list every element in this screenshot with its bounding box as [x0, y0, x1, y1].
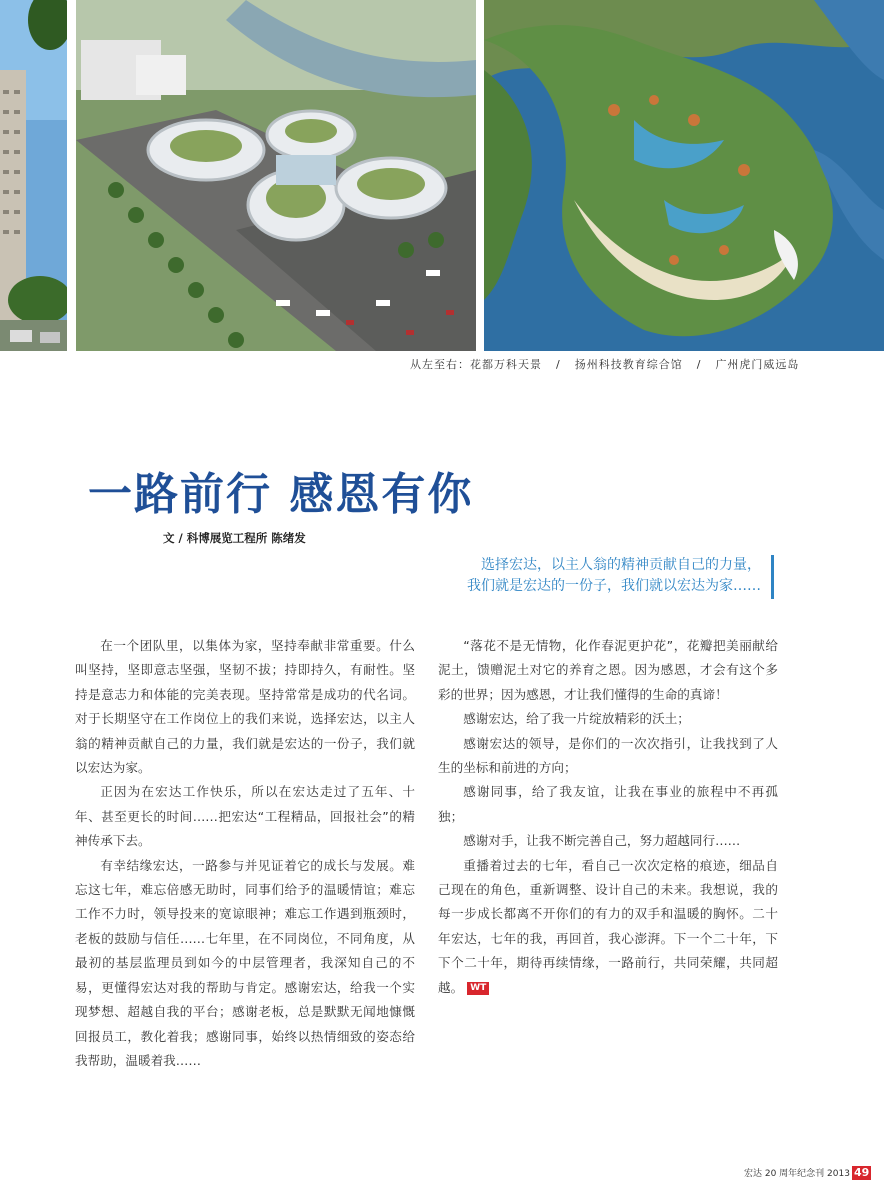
- caption-item-2: 扬州科技教育综合馆: [574, 358, 683, 371]
- paragraph: 正因为在宏达工作快乐，所以在宏达走过了五年、十年、甚至更长的时间……把宏达“工程精品，回报社会”的精神传承下去。: [75, 784, 415, 849]
- pull-quote-accent-bar: [771, 555, 774, 599]
- paragraph: 感谢宏达，给了我一片绽放精彩的沃土；: [463, 711, 690, 727]
- end-mark: WT: [467, 982, 489, 995]
- paragraph: 感谢宏达的领导，是你们的一次次指引，让我找到了人生的坐标和前进的方向；: [438, 735, 778, 776]
- pull-quote-line-1: 选择宏达，以主人翁的精神贡献自己的力量，: [481, 557, 761, 573]
- pull-quote: [467, 555, 761, 597]
- photo-science-museum-aerial: [76, 0, 476, 351]
- photo-island-masterplan: [484, 0, 884, 351]
- page-number: 49: [853, 1166, 870, 1179]
- paragraph: “落花不是无情物，化作春泥更护花”，花瓣把美丽献给泥土，馈赠泥土对它的养育之恩。因为感恩，才会有这个多彩的世界；因为感恩，才让我们懂得的生命的真谛！: [438, 638, 778, 702]
- body-column-left: [75, 634, 415, 1073]
- paragraph: 有幸结缘宏达，一路参与并见证着它的成长与发展。难忘这七年，难忘倍感无助时，同事们给予的温暖情谊；难忘工作不力时，领导投来的宽谅眼神；难忘工作遇到瓶颈时，老板的鼓励与信任……七年里，在不同岗位，不同角度，从最初的基层监理员到如今的中层管理者，我深知自己的不易，更懂得宏达对我的帮助与肯定。感谢宏达，给我一个实现梦想、超越自我的平台；感谢老板，总是默默无闻地慷慨回报员工，教化着我；感谢同事，始终以热情细致的姿态给我帮助，温暖着我……: [75, 857, 415, 1068]
- photo-caption: [410, 356, 799, 372]
- article-title: 一路前行 感恩有你: [88, 469, 474, 520]
- paragraph-final: [438, 854, 778, 1000]
- paragraph: 在一个团队里，以集体为家，坚持奉献非常重要。什么叫坚持，坚即意志坚强，坚韧不拔；持即持久，有耐性。坚持是意志力和体能的完美表现。坚持常常是成功的代名词。对于长期坚守在工作岗位上的我们来说，选择宏达，以主人翁的精神贡献自己的力量，我们就是宏达的一份子，我们就以宏达为家。: [75, 638, 415, 776]
- article-byline: 文 / 科博展览工程所 陈绪发: [163, 531, 306, 545]
- page-footer: [744, 1166, 871, 1180]
- caption-item-3: 广州虎门威远岛: [715, 358, 800, 371]
- paragraph-final-text: 重播着过去的七年，看自己一次次定格的痕迹，细品自己现在的角色，重新调整、设计自己的未来。我想说，我的每一步成长都离不开你们的有力的双手和温暖的胸怀。二十年宏达，七年的我，再回首，我心澎湃。下一个二十年，下下个二十年，期待再续情缘，一路前行，共同荣耀，共同超越。: [438, 857, 778, 995]
- paragraph: 感谢同事，给了我友谊，让我在事业的旅程中不再孤独；: [438, 784, 778, 824]
- body-column-right: [438, 634, 778, 1000]
- caption-separator: /: [696, 358, 702, 371]
- photo-residential-tower: [0, 0, 67, 351]
- caption-separator: /: [556, 358, 561, 371]
- caption-item-1: 从左至右：花都万科天景: [410, 358, 542, 371]
- pull-quote-line-2: 我们就是宏达的一份子，我们就以宏达为家……: [467, 578, 761, 594]
- paragraph: 感谢对手，让我不断完善自己，努力超越同行……: [463, 833, 741, 849]
- publication-name: 宏达 20 周年纪念刊 2013: [744, 1169, 850, 1179]
